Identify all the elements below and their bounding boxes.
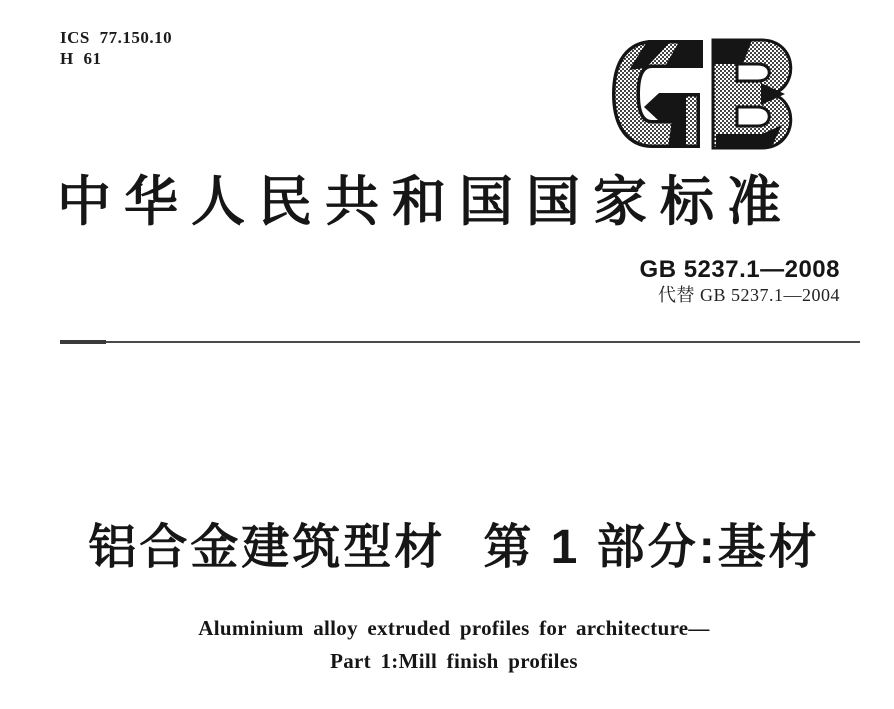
ics-block <box>60 27 172 69</box>
standard-code: GB 5237.1—2008 <box>639 256 840 283</box>
document-title-en <box>0 612 894 678</box>
classification-code: H 61 <box>60 49 102 68</box>
document-title-en-line2: Part 1:Mill finish profiles <box>330 649 578 673</box>
document-title-en-line1: Aluminium alloy extruded profiles for architecture— <box>198 616 710 640</box>
gb-logo <box>612 38 802 150</box>
standard-number-block <box>640 255 840 307</box>
document-title-cn-wrap <box>0 518 894 578</box>
national-standard-title: 中华人民共和国国家标准 <box>57 172 794 232</box>
superseded-standard: 代替 GB 5237.1—2004 <box>657 285 840 305</box>
ics-code: ICS 77.150.10 <box>60 28 173 47</box>
document-title-cn-main: 铝合金建筑型材 <box>88 521 446 574</box>
document-title-cn-part: 第 1 部分:基材 <box>483 521 820 574</box>
header-rule <box>60 341 860 343</box>
document-title-cn <box>14 518 894 578</box>
gb-logo-icon <box>612 38 802 150</box>
